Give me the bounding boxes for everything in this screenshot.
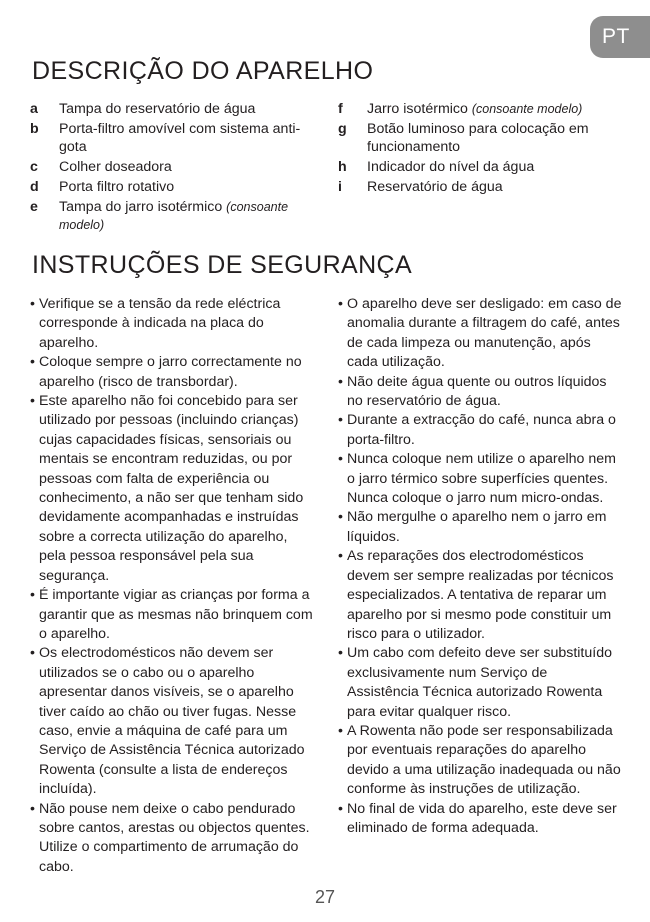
section-title-description: DESCRIÇÃO DO APARELHO	[32, 57, 374, 85]
part-item	[338, 100, 630, 118]
part-note: (consoante modelo)	[59, 200, 289, 232]
part-key: h	[338, 159, 347, 175]
safety-item: • Durante a extracção do café, nunca abra o porta-filtro.	[338, 411, 622, 450]
part-key: b	[30, 121, 39, 137]
part-text: Colher doseadora	[59, 159, 172, 175]
safety-item: • A Rowenta não pode ser responsabilizada por eventuais reparações do aparelho devido a uma utilização inadequada ou não conforme às instruções de utilização.	[338, 722, 622, 800]
part-text: Jarro isotérmico	[367, 101, 472, 117]
parts-list-right	[338, 100, 630, 198]
part-item	[30, 178, 320, 196]
safety-item: • Este aparelho não foi concebido para ser utilizado por pessoas (incluindo crianças) cujas capacidades físicas, sensoriais ou mentais se encontram reduzidas, ou por pessoas com falta de experiência ou conhecimento, a não ser que tenham sido devidamente acompanhadas e instruídas sobre a correcta utilização do aparelho, pela pessoa responsável pela sua segurança.	[30, 392, 314, 586]
part-text: Indicador do nível da água	[367, 159, 535, 175]
part-key: f	[338, 101, 343, 117]
part-text: Porta-filtro amovível com sistema anti-gota	[59, 121, 301, 155]
safety-item: • Nunca coloque nem utilize o aparelho nem o jarro térmico sobre superfícies quentes. Nunca coloque o jarro num micro-ondas.	[338, 450, 622, 508]
safety-item: • Não mergulhe o aparelho nem o jarro em líquidos.	[338, 508, 622, 547]
part-key: d	[30, 179, 39, 195]
part-key: a	[30, 101, 38, 117]
safety-list-left	[30, 295, 314, 877]
part-item	[338, 158, 630, 176]
part-item	[30, 198, 320, 234]
part-item	[338, 178, 630, 196]
safety-item: • Não pouse nem deixe o cabo pendurado sobre cantos, arestas ou objectos quentes. Utilize o compartimento de arrumação do cabo.	[30, 800, 314, 878]
language-tab: PT	[590, 16, 650, 58]
part-note: (consoante modelo)	[471, 102, 583, 116]
safety-list-right	[338, 295, 622, 838]
safety-item: • Coloque sempre o jarro correctamente no aparelho (risco de transbordar).	[30, 353, 314, 392]
part-item	[30, 100, 320, 118]
safety-item: • Verifique se a tensão da rede eléctrica corresponde à indicada na placa do aparelho.	[30, 295, 314, 353]
part-text: Tampa do reservatório de água	[59, 101, 256, 117]
safety-item: • No final de vida do aparelho, este deve ser eliminado de forma adequada.	[338, 800, 622, 839]
part-key: c	[30, 159, 38, 175]
part-text: Tampa do jarro isotérmico	[59, 199, 227, 215]
part-key: e	[30, 199, 38, 215]
part-item	[30, 158, 320, 176]
safety-item: • É importante vigiar as crianças por forma a garantir que as mesmas não brinquem com o aparelho.	[30, 586, 314, 644]
safety-item: • Os electrodomésticos não devem ser utilizados se o cabo ou o aparelho apresentar danos visíveis, se o aparelho tiver caído ao chão ou tiver fugas. Nesse caso, envie a máquina de café para um Serviço de Assistência Técnica autorizado Rowenta (consulte a lista de endereços incluída).	[30, 644, 314, 799]
part-item	[30, 120, 320, 156]
safety-item: • Um cabo com defeito deve ser substituído exclusivamente num Serviço de Assistência Técnica autorizado Rowenta para evitar qualquer risco.	[338, 644, 622, 722]
section-title-safety: INSTRUÇÕES DE SEGURANÇA	[32, 251, 413, 279]
part-text: Porta filtro rotativo	[59, 179, 175, 195]
part-key: i	[338, 179, 342, 195]
part-item	[338, 120, 630, 156]
part-key: g	[338, 121, 347, 137]
safety-item: • Não deite água quente ou outros líquidos no reservatório de água.	[338, 373, 622, 412]
page-number: 27	[314, 887, 336, 907]
safety-item: • O aparelho deve ser desligado: em caso de anomalia durante a filtragem do café, antes de cada limpeza ou manutenção, após cada utilização.	[338, 295, 622, 373]
part-text: Reservatório de água	[367, 179, 503, 195]
parts-list-left	[30, 100, 320, 236]
safety-item: • As reparações dos electrodomésticos devem ser sempre realizadas por técnicos especializados. A tentativa de reparar um aparelho por si mesmo pode constituir um risco para o utilizador.	[338, 547, 622, 644]
part-text: Botão luminoso para colocação em funcionamento	[367, 121, 589, 155]
